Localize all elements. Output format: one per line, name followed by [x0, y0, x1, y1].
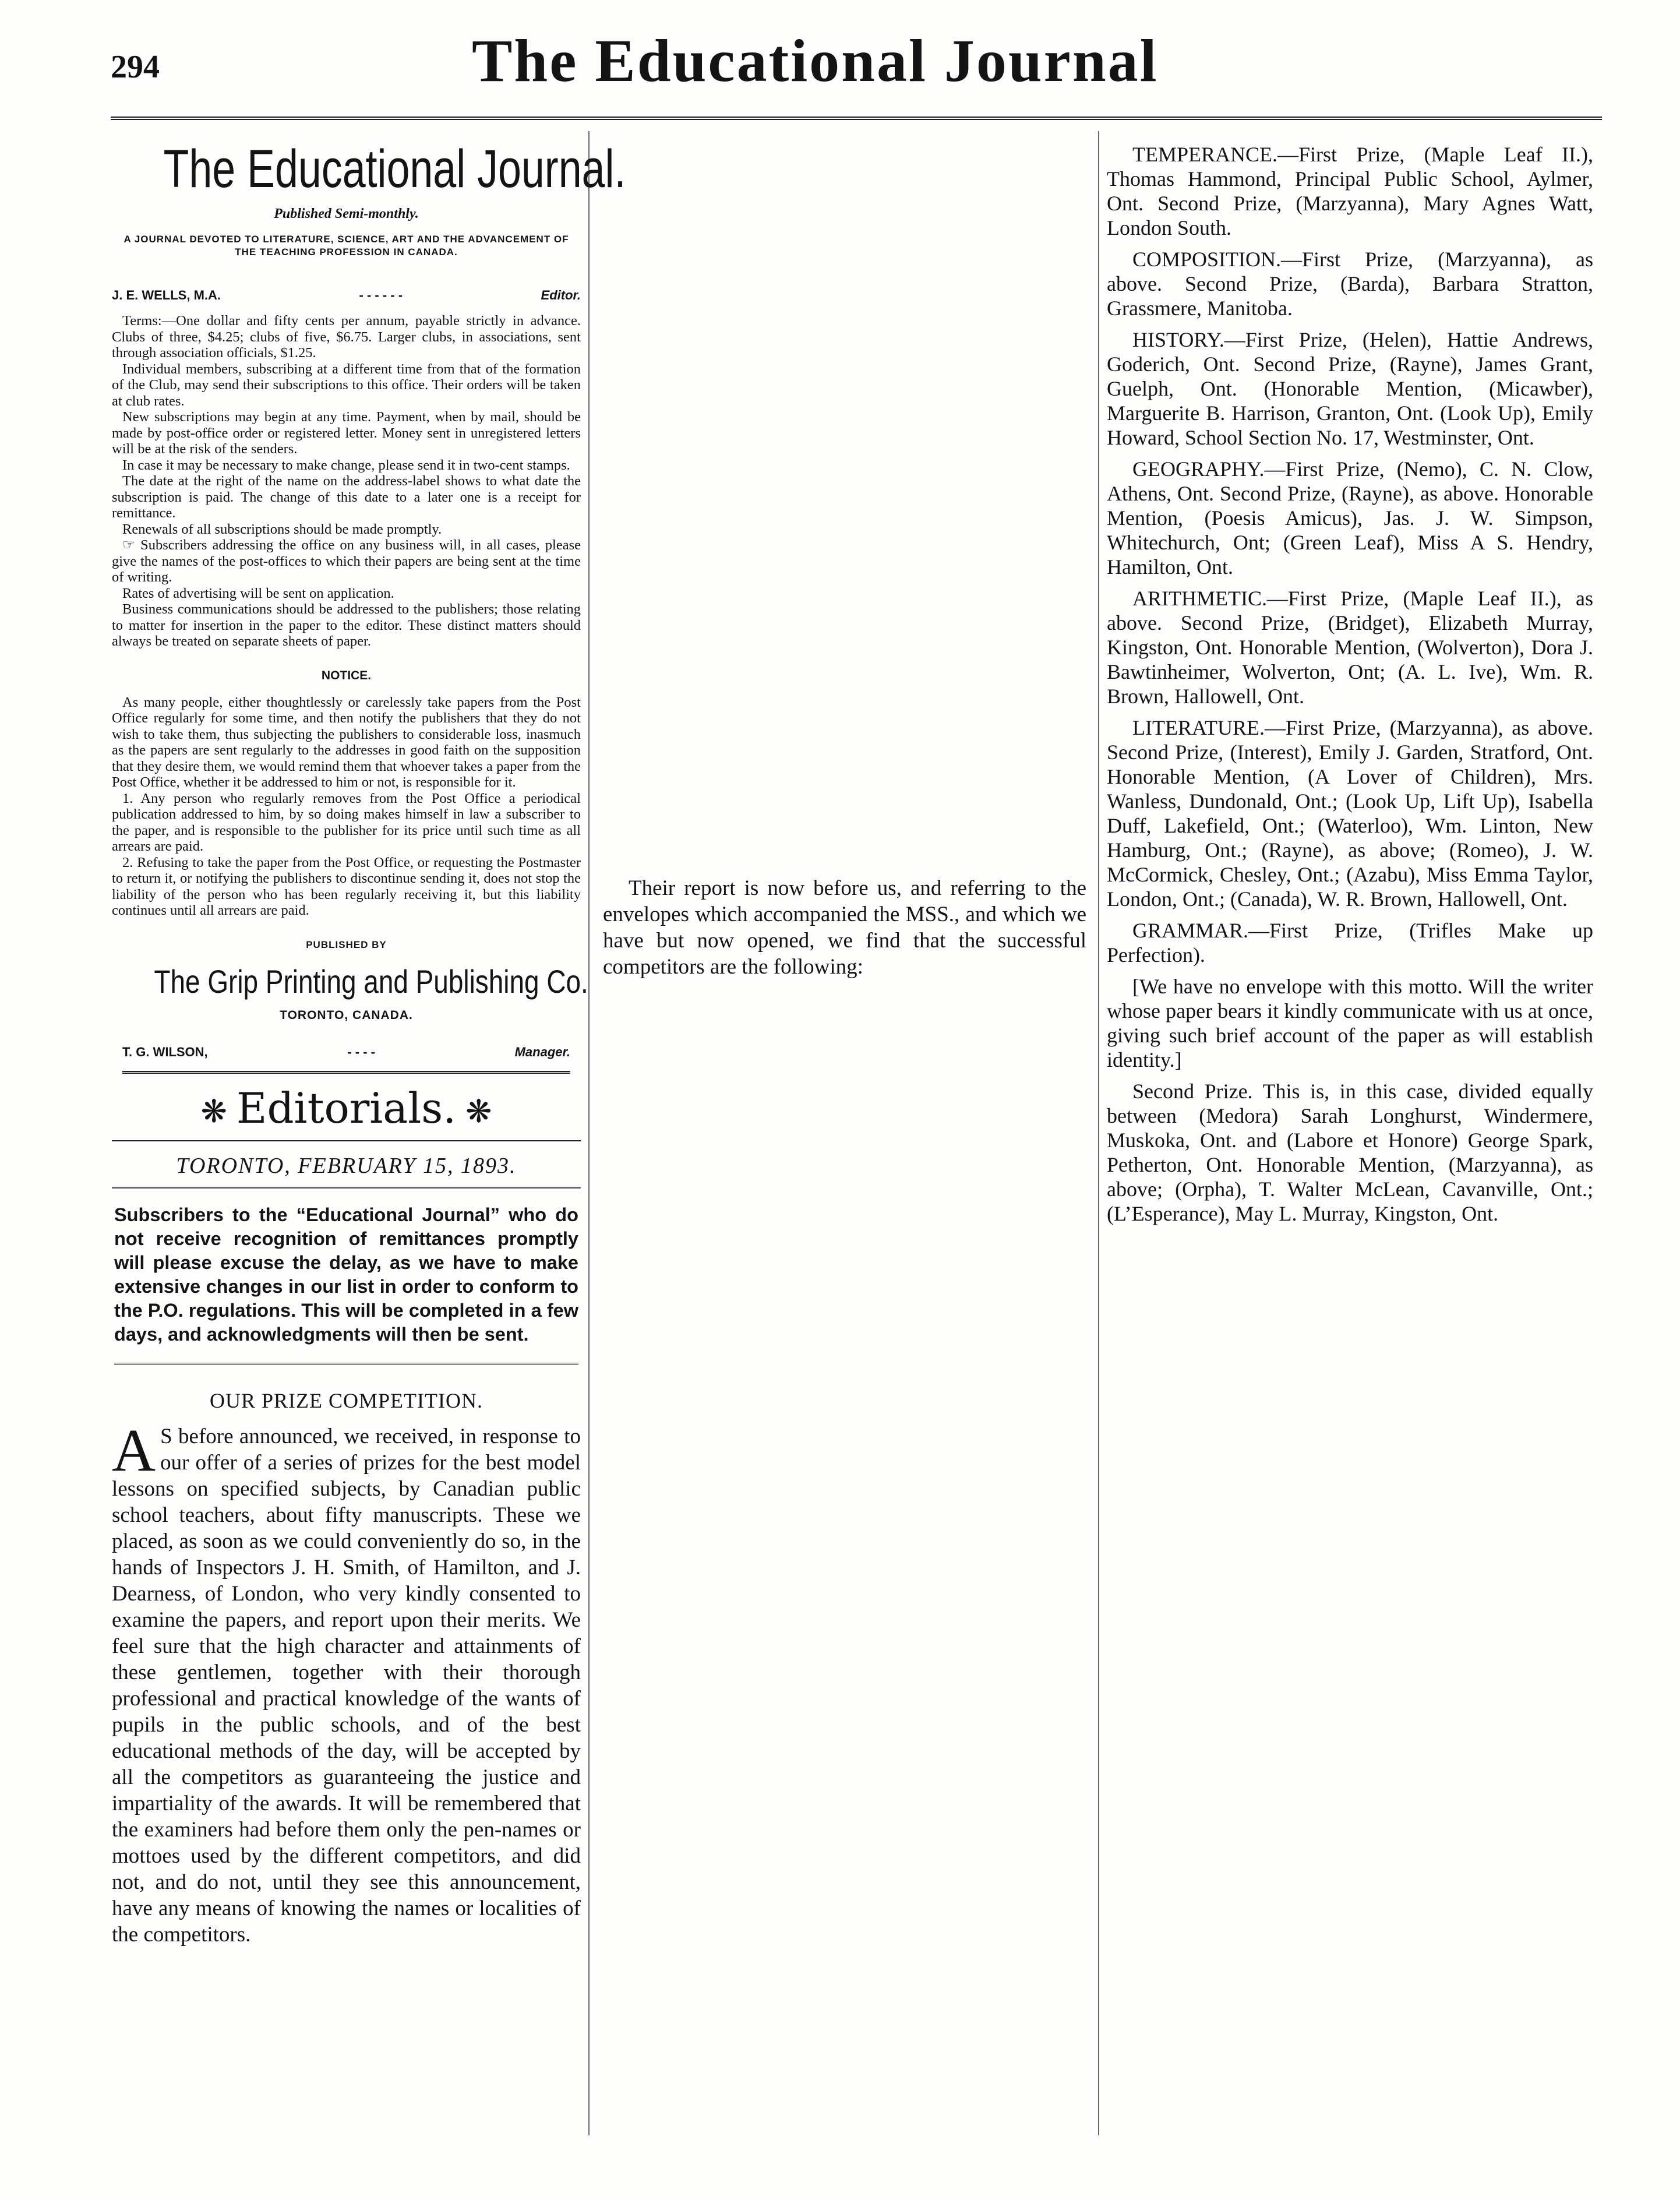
- award-grammar: [1107, 918, 1593, 967]
- terms-paragraph: Business communications should be addressed to the publishers; those relating to matter for insertion in the paper to the editor. These distinct matters should always be treated on separate sheets of paper.: [112, 601, 581, 649]
- notice-block: [112, 694, 581, 919]
- editorials-title: Editorials.: [236, 1083, 457, 1133]
- terms-paragraph: ☞ Subscribers addressing the office on any business will, in all cases, please give the names of the post-offices to which their papers are being sent at the time of writing.: [112, 537, 581, 585]
- article-heading: OUR PRIZE COMPETITION.: [210, 1388, 483, 1412]
- terms-paragraph: Individual members, subscribing at a different time from that of the formation of the Club, may send their subscriptions to this office. Their orders will be taken at club rates.: [112, 361, 581, 409]
- award-temperance: [1107, 142, 1593, 240]
- terms-paragraph: The date at the right of the name on the address-label shows to what date the subscription is paid. The change of this date to a later one is a receipt for remittance.: [112, 473, 581, 521]
- publisher-name: The Grip Printing and Publishing Co.: [154, 962, 588, 1000]
- award-subject: HISTORY.: [1132, 328, 1224, 351]
- editor-role: Editor.: [541, 288, 581, 302]
- notice-heading: NOTICE.: [321, 668, 372, 682]
- publisher-city: TORONTO, CANADA.: [280, 1008, 413, 1022]
- manager-role: Manager.: [514, 1044, 570, 1059]
- star-ornament-icon: ❋: [465, 1092, 492, 1130]
- award-composition: [1107, 247, 1593, 320]
- running-title: The Educational Journal: [472, 27, 1159, 94]
- editor-line: [112, 282, 581, 308]
- terms-paragraph: In case it may be necessary to make change, please send it in two-cent stamps.: [122, 457, 570, 473]
- article-intro-text: S before announced, we received, in response to our offer of a series of prizes for the best model lessons on specified subjects, by Canadian public school teachers, about fifty manuscripts. These we placed, as soon as we could conveniently do so, in the hands of Inspectors J. H. Smith, of Hamilton, and J. Dearness, of London, who very kindly consented to examine the papers, and report upon their merits. We feel sure that the high character and attainments of these gentlemen, together with their thorough professional and practical knowledge of the wants of pupils in the public schools, and of the best educational methods of the day, will be accepted by all the competitors as guaranteeing the justice and impartiality of the awards. It will be remembered that the examiners had before them only the pen-names or mottoes used by the different competitors, and did not, and do not, until they see this announcement, have any means of knowing the names or localities of the competitors.: [112, 1424, 581, 1947]
- column-2-content: [603, 135, 1086, 980]
- article-intro: [112, 1416, 581, 1948]
- second-prize-note: Second Prize. This is, in this case, divided equally between (Medora) Sarah Longhurst, Windermere, Muskoka, Ont. and (Labore et Honore) George Spark, Petherton, Ont. Honorable Mention, (Marzyanna), as above; (Orpha), T. Walter McLean, Cavanville, Ont.; (L’Esperance), May L. Murray, Kingston, Ont.: [1107, 1080, 1593, 1225]
- page-number: 294: [111, 49, 160, 85]
- masthead-subtitle: Published Semi-monthly.: [274, 206, 419, 221]
- masthead-description: A JOURNAL DEVOTED TO LITERATURE, SCIENCE, ART AND THE ADVANCEMENT OF THE TEACHING PROFESSION IN CANADA.: [123, 234, 569, 258]
- terms-paragraph: Terms:—One dollar and fifty cents per annum, payable strictly in advance. Clubs of three, $4.25; clubs of five, $6.75. Larger clubs, in associations, sent through association officials, $1.25.: [112, 313, 581, 361]
- award-literature: [1107, 715, 1593, 911]
- notice-paragraph: 2. Refusing to take the paper from the Post Office, or requesting the Postmaster to return it, or notifying the publishers to discontinue sending it, does not stop the liability of the person who has been regularly receiving it, but this liability continues until all arrears are paid.: [112, 854, 581, 918]
- terms-paragraph: Renewals of all subscriptions should be made promptly.: [122, 521, 442, 537]
- manager-name: T. G. WILSON,: [122, 1044, 208, 1059]
- manager-dashes: - - - -: [347, 1044, 375, 1059]
- award-text: —First Prize, (Helen), Hattie Andrews, Goderich, Ont. Second Prize, (Rayne), James Grant, Guelph, Ont. (Honorable Mention, (Micawber), Marguerite B. Harrison, Granton, Ont. (Look Up), Emily Howard, School Section No. 17, Westminster, Ont.: [1107, 328, 1593, 449]
- award-text: —First Prize, (Trifles Make up Perfection).: [1107, 919, 1593, 967]
- award-subject: GEOGRAPHY.: [1132, 457, 1265, 481]
- report-paragraph: Their report is now before us, and referring to the envelopes which accompanied the MSS., and which we have but now opened, we find that the successful competitors are the following:: [603, 876, 1086, 979]
- notice-paragraph: 1. Any person who regularly removes from the Post Office a periodical publication addressed to him, by so doing makes himself in law a subscriber to the paper, and is responsible to the publisher for its price until such time as all arrears are paid.: [112, 790, 581, 854]
- terms-block: [112, 313, 581, 650]
- column-rule: [588, 131, 590, 2135]
- award-text: —First Prize, (Marzyanna), as above. Second Prize, (Interest), Emily J. Garden, Stratford, Ont. Honorable Mention, (A Lover of Children), Mrs. Wanless, Dundonald, Ont.; (Look Up, Lift Up), Isabella Duff, Lakefield, Ont.; (Waterloo), Wm. Linton, New Hamburg, Ont.; (Rayne), as above; (Romeo), J. W. McCormick, Chesley, Ont.; (Azabu), Miss Emma Taylor, London, Ont.; (Canada), W. R. Brown, Hallowell, Ont.: [1107, 716, 1593, 911]
- award-subject: COMPOSITION.: [1132, 248, 1282, 271]
- terms-paragraph: New subscriptions may begin at any time. Payment, when by mail, should be made by post-office order or registered letter. Money sent in unregistered letters will be at the risk of the senders.: [112, 409, 581, 457]
- award-text: —First Prize, (Marzyanna), as above. Second Prize, (Barda), Barbara Stratton, Grassmere, Manitoba.: [1107, 248, 1593, 320]
- award-subject: LITERATURE.: [1132, 716, 1265, 739]
- page-header: [111, 26, 1602, 114]
- award-text: —First Prize, (Maple Leaf II.), as above. Second Prize, (Bridget), Elizabeth Murray, Kingston, Ont. Honorable Mention, (Wolverton), Dora J. Bawtinheimer, Wolverton, Ont; (A. L. Ive), Wm. R. Brown, Hallowell, Ont.: [1107, 587, 1593, 708]
- award-subject: ARITHMETIC.: [1132, 587, 1267, 610]
- award-subject: TEMPERANCE.: [1132, 143, 1278, 166]
- header-rule: [111, 117, 1602, 120]
- star-ornament-icon: ❋: [200, 1092, 227, 1130]
- published-by: PUBLISHED BY: [306, 939, 387, 950]
- award-geography: [1107, 457, 1593, 579]
- column-1: [112, 135, 626, 1948]
- dateline: TORONTO, FEBRUARY 15, 1893.: [112, 1140, 581, 1189]
- award-history: [1107, 327, 1593, 450]
- award-text: —First Prize, (Maple Leaf II.), Thomas Hammond, Principal Public School, Aylmer, Ont. Second Prize, (Marzyanna), Mary Agnes Watt, London South.: [1107, 143, 1593, 239]
- terms-paragraph: Rates of advertising will be sent on application.: [122, 585, 394, 601]
- masthead-title: The Educational Journal.: [163, 139, 626, 199]
- drop-cap: A: [112, 1416, 156, 1484]
- notice-paragraph: As many people, either thoughtlessly or carelessly take papers from the Post Office regularly for some time, and then notify the publishers that they do not wish to take them, thus subjecting the publishers to considerable loss, inasmuch as the papers are sent regularly to the addresses in good faith on the supposition that they desire them, we would remind them that whoever takes a paper from the Post Office, whether it be addressed to him or not, is responsible for it.: [112, 694, 581, 790]
- award-subject: GRAMMAR.: [1132, 919, 1249, 942]
- editor-name: J. E. WELLS, M.A.: [112, 288, 221, 302]
- manager-line: [122, 1039, 570, 1074]
- award-arithmetic: [1107, 586, 1593, 708]
- column-3: [1107, 135, 1593, 1226]
- editorials-heading: [112, 1082, 581, 1138]
- award-text: —First Prize, (Nemo), C. N. Clow, Athens, Ont. Second Prize, (Rayne), as above. Honorable Mention, (Poesis Amicus), Jas. J. W. Simpson, Whitechurch, Ont; (Green Leaf), Miss A S. Hendry, Hamilton, Ont.: [1107, 457, 1593, 579]
- editor-dashes: - - - - - -: [359, 288, 403, 302]
- column-rule: [1098, 131, 1099, 2135]
- grammar-note: [We have no envelope with this motto. Will the writer whose paper bears it kindly communicate with us at once, giving such brief account of the paper as will establish identity.]: [1107, 975, 1593, 1071]
- subscriber-notice: Subscribers to the “Educational Journal” who do not receive recognition of remittances promptly will please excuse the delay, as we have to make extensive changes in our list in order to conform to the P.O. regulations. This will be completed in a few days, and acknowledgments will then be sent.: [114, 1203, 578, 1365]
